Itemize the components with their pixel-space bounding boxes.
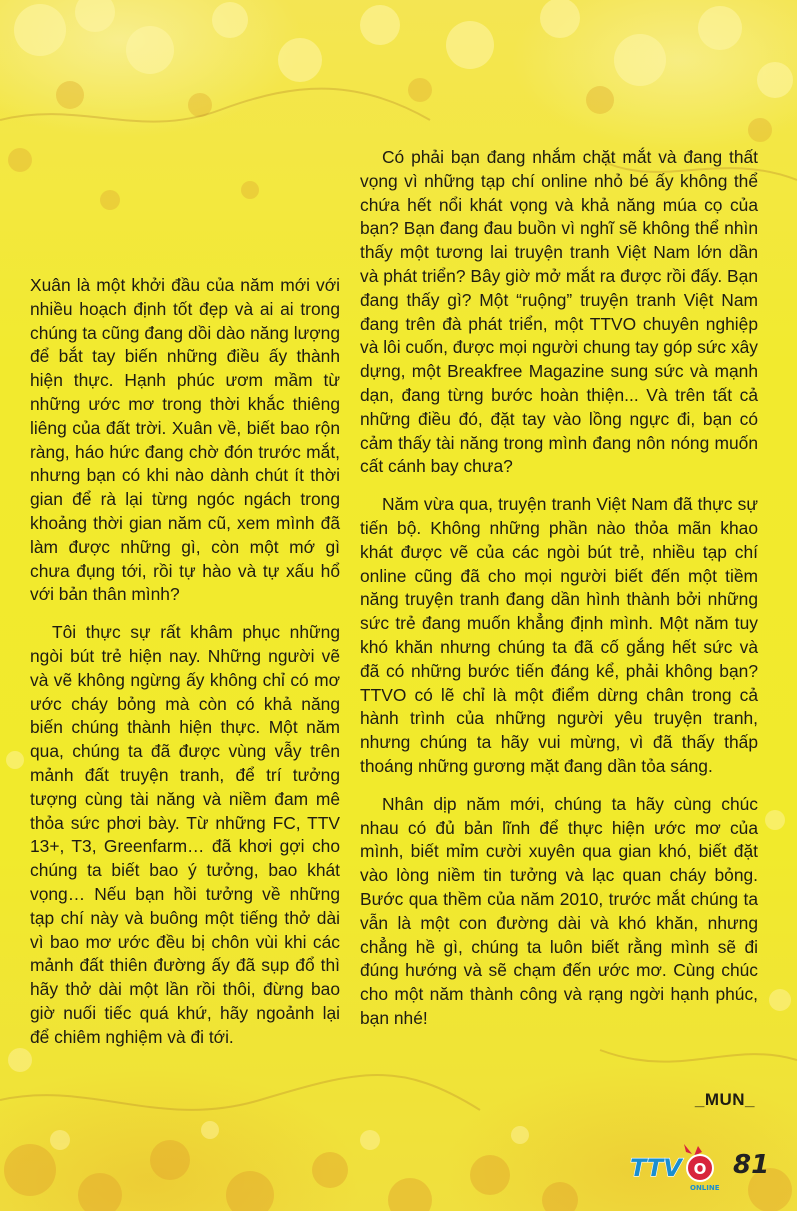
article-paragraph: Nhân dịp năm mới, chúng ta hãy cùng chúc nhau có đủ bản lĩnh để thực hiện ước mơ của mình, biết mỉm cười xuyên qua gian khó, biết đặt vào lòng niềm tin tưởng và lạc quan cháy bỏng. Bước qua thềm của năm 2010, trước mắt chúng ta vẫn là một con đường dài và khó khăn, nhưng chẳng hề gì, chúng ta luôn biết rằng mình sẽ đi đúng hướng và sẽ chạm đến ước mơ. Cùng chúc cho một năm thành công và rạng ngời hạnh phúc, bạn nhé! bbox=[360, 793, 758, 1028]
logo-letter: O bbox=[693, 1160, 707, 1178]
logo-subtext: ONLINE bbox=[690, 1184, 720, 1192]
article-paragraph: Năm vừa qua, truyện tranh Việt Nam đã thực sự tiến bộ. Không những phần nào thỏa mãn khao khát được vẽ của các ngòi bút trẻ, nhiều tạp chí online cũng đã cho mọi người biết đến một tiềm năng truyện tranh đang dần hình thành bởi những sức trẻ đang muốn khẳng định mình. Một năm tuy khó khăn nhưng chúng ta đã cố gắng hết sức và đã có những bước tiến đáng kể, phải không bạn? TTVO có lẽ chỉ là một điểm dừng chân trong cả hành trình của những người yêu truyện tranh, nhưng chúng ta hãy vui mừng, vì đã thấy thấp thoáng những gương mặt đang dần tỏa sáng. bbox=[360, 494, 758, 776]
article-column-right bbox=[360, 146, 758, 1045]
article-paragraph: Có phải bạn đang nhắm chặt mắt và đang thất vọng vì những tạp chí online nhỏ bé ấy không thể chứa hết nổi khát vọng và khả năng múa cọ của bạn? Bạn đang đau buồn vì nghĩ sẽ không thể nhìn thấy một tương lai truyện tranh Việt Nam lớn dần và phát triển? Bây giờ mở mắt ra được rồi đấy. Bạn đang thấy gì? Một “ruộng” truyện tranh Việt Nam đang trên đà phát triển, một TTVO chuyên nghiệp và lôi cuốn, được mọi người chung tay góp sức xây dựng, một Breakfree Magazine sung sức và mạnh dạn, đang từng bước hoàn thiện... Và trên tất cả những điều đó, đặt tay vào lồng ngực đi, bạn có cảm thấy tài năng trong mình đang nôn nóng muốn cất cánh bay chưa? bbox=[360, 147, 759, 477]
logo-text: TTV bbox=[630, 1154, 682, 1182]
ttvo-logo bbox=[628, 1140, 728, 1196]
article-paragraph: Tôi thực sự rất khâm phục những ngòi bút trẻ hiện nay. Những người vẽ và vẽ không ngừng ấy không chỉ có mơ ước cháy bỏng mà còn có khả năng biến chúng thành hiện thực. Một năm qua, chúng ta đã được vùng vẫy trên mảnh đất truyện tranh, để trí tưởng tượng cùng tài năng và niềm đam mê thỏa sức phơi bày. Từ những FC, TTV 13+, T3, Greenfarm… đã khơi gợi cho chúng ta biết bao ý tưởng, bao khát vọng… Nếu bạn hồi tưởng về những tạp chí này và buông một tiếng thở dài vì bao mơ ước đều bị chôn vùi khi các mảnh đất thiên đường ấy đã sụp đổ thì hãy thở dài một lần rồi thôi, đừng bao giờ nuối tiếc quá khứ, hãy ngoảnh lại để chiêm nghiệm và đi tới. bbox=[30, 622, 340, 1047]
page-number: 81 bbox=[733, 1150, 770, 1180]
author-signature: _MUN_ bbox=[694, 1090, 755, 1109]
article-column-left bbox=[30, 274, 340, 1064]
article-paragraph: Xuân là một khởi đầu của năm mới với nhiều hoạch định tốt đẹp và ai ai trong chúng ta cũng đang dồi dào năng lượng để bắt tay biến những điều ấy thành hiện thực. Hạnh phúc ươm mầm từ những ước mơ trong thời khắc thiêng liêng của đất trời. Xuân về, biết bao rộn ràng, háo hức đang chờ đón trước mắt, nhưng bạn có khi nào dành chút ít thời gian để rà lại từng ngóc ngách trong khoảng thời gian năm cũ, xem mình đã làm được những gì, còn một mớ gì chưa đụng tới, rồi tự hào và tự xấu hổ với bản thân mình? bbox=[30, 275, 340, 605]
